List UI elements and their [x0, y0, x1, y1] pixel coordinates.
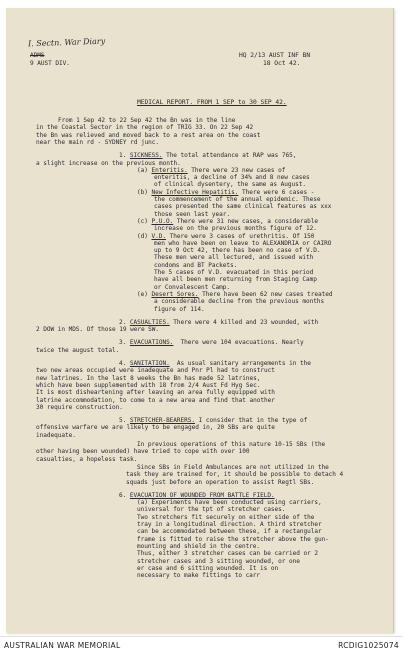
item-heading: P.U.O.: [151, 217, 174, 225]
report-title: MEDICAL REPORT. FROM 1 SEP to 30 SEP 42.: [137, 99, 287, 106]
item-line: the commencement of the annual epidemic. These: [154, 196, 321, 203]
footer-bar: [0, 636, 403, 654]
item-text: There were 23 new cases of: [187, 166, 286, 174]
section-1-line: a slight increase on the previous month.: [36, 159, 181, 167]
item-text: There have been 62 new cases treated: [198, 290, 333, 298]
section-4-line: 30 require construction.: [36, 403, 123, 411]
section-5-para-line: In previous operations of this nature 10-15 SBs (the: [137, 441, 326, 448]
item-label: (d): [137, 232, 148, 240]
item-line: up to 9 Oct 42, there has been no case of V.D.: [154, 247, 321, 255]
section-4-heading: [119, 360, 311, 367]
footer-source: AUSTRALIAN WAR MEMORIAL: [4, 641, 121, 650]
item-label: (b): [137, 188, 148, 196]
document-page: [6, 8, 394, 633]
section-4-line: which have been supplemented with 18 from 2/4 Aust Fd Hyg Sec.: [36, 381, 261, 389]
item-line: of clinical dysentery, the same as August.: [154, 181, 306, 189]
section-text: 1.: [119, 152, 127, 160]
section-text: 5.: [119, 417, 127, 425]
section-6-line: stretcher cases and 3 sitting wounded, or one: [137, 557, 300, 565]
sickness-item-e: [137, 291, 332, 298]
section-heading: EVACUATIONS.: [129, 339, 174, 347]
section-2-heading: [119, 319, 318, 326]
item-line: condoms and BT Packets.: [154, 261, 238, 269]
item-text: There were 31 new cases, a considerable: [173, 217, 318, 225]
section-heading: CASUALTIES.: [129, 318, 170, 326]
section-6-line: (a) Experiments have been conducted using carriers,: [137, 499, 322, 507]
item-text: There were 6 cases -: [238, 188, 315, 196]
intro-line: From 1 Sep 42 to 22 Sep 42 the Bn was in the line: [58, 117, 236, 124]
section-2-line: 2 DOW in MDS. Of those 19 were SW.: [36, 326, 160, 334]
section-5-para-line: squads just before an operation to assist Regtl SBs.: [126, 478, 315, 486]
section-6-line: frame is fitted to raise the stretcher above the gun-: [137, 535, 329, 543]
section-5-line: inadequate.: [36, 431, 76, 439]
section-4-line: latrine accommodation, to come to a new area and find that another: [36, 396, 275, 404]
item-line: These men were all lectured, and issued with: [154, 254, 314, 262]
sickness-item-b: [137, 189, 314, 196]
section-text: 4.: [119, 360, 127, 367]
section-6-line: Two stretchers fit securely on either side of the: [137, 513, 315, 521]
item-line: have all been men returning from Staging Camp: [154, 276, 317, 284]
intro-line: the Bn was relieved and moved back to a rest area on the coast: [36, 131, 261, 139]
section-6-line: universal for the tpt of stretcher cases.: [137, 506, 286, 514]
section-6-line: necessary to make fittings to carr: [137, 572, 261, 580]
item-line: a considerable decline from the previous months: [154, 298, 325, 306]
section-5-heading: [119, 417, 307, 424]
item-heading: New Infective Hepatitis.: [151, 188, 239, 196]
section-text: As usual sanitary arrangements in the: [169, 360, 311, 367]
item-line: increase on the previous months figure of 12.: [154, 225, 317, 233]
unit-header: HQ 2/13 AUST INF BN: [239, 52, 311, 59]
section-heading: SICKNESS.: [129, 152, 163, 160]
section-6-heading: [119, 492, 275, 499]
section-1-heading: [119, 152, 296, 159]
item-line: men who have been on leave to ALEXANDRIA or CAIRO: [154, 239, 332, 247]
item-text: There were 3 cases of urethritis. Of 150: [165, 232, 315, 240]
section-5-para-line: casualties, a hopeless task.: [36, 455, 138, 463]
section-text: 6.: [119, 491, 127, 499]
section-5-line: offensive warfare we are likely to be engaged in, 20 SBs are quite: [36, 424, 275, 432]
item-line: figure of 114.: [154, 305, 205, 313]
report-date: 18 Oct 42.: [263, 60, 301, 67]
section-text: I consider that in the type of: [195, 417, 308, 425]
section-6-line: can be accommodated between these, if a rectangular: [137, 528, 322, 536]
section-heading: SANITATION.: [129, 360, 170, 367]
section-5-para-line: task they are trained for, it should be possible to detach 4: [126, 471, 344, 479]
item-line: cases presented the same clinical features as xxx: [154, 203, 332, 211]
addressee-struck: ADMS: [30, 52, 45, 59]
footer-id: RCDIG1025074: [338, 641, 399, 650]
section-4-line: It is most disheartening after leaving an area fully equipped with: [36, 389, 275, 397]
item-heading: Enteritis.: [151, 166, 188, 174]
item-line: or Convalescent Camp.: [154, 283, 230, 291]
section-4-line: new latrines. In the last 8 weeks the Bn has made 52 latrines,: [36, 374, 261, 382]
item-heading: V.D.: [151, 232, 166, 240]
sickness-item-a: [137, 167, 285, 174]
section-6-line: Thus, either 3 stretcher cases can be carried or 2: [137, 550, 318, 558]
section-6-line: tray in a longitudinal direction. A third stretcher: [137, 521, 322, 528]
section-text: The total attendance at RAP was 765,: [162, 152, 297, 160]
handwritten-annotation: I. Sectn. War Diary: [27, 36, 106, 49]
section-heading: STRETCHER-BEARERS.: [129, 417, 196, 425]
item-label: (e): [137, 290, 148, 298]
item-label: (c): [137, 217, 148, 225]
section-text: 3.: [119, 339, 127, 347]
section-6-line: er case and 6 sitting wounded. It is on: [137, 564, 279, 572]
section-4-line: two new areas occupied were inadequate and Pnr Pl had to construct: [36, 367, 275, 375]
item-heading: Desert Sores.: [151, 290, 199, 298]
item-line: The 5 cases of V.D. evacuated in this period: [154, 269, 314, 276]
section-5-para-line: Since SBs in Field Ambulances are not utilized in the: [137, 463, 329, 471]
section-heading: EVACUATION OF WOUNDED FROM BATTLE FIELD.: [129, 491, 275, 499]
intro-line: near the main rd - SYDNEY rd junc.: [36, 138, 160, 146]
section-text: There were 104 evacuations. Nearly: [173, 339, 304, 347]
sickness-item-d: [137, 233, 314, 240]
section-6-line: mounting and shield in the centre.: [137, 542, 261, 550]
intro-line: in the Coastal Sector in the region of TRIG 33. On 22 Sep 42: [36, 124, 254, 132]
item-line: those seen last year.: [154, 210, 230, 218]
section-3-heading: [119, 339, 304, 346]
section-text: There were 4 killed and 23 wounded, with: [169, 318, 319, 326]
item-label: (a): [137, 166, 148, 174]
section-5-para-line: other having been wounded) have tried to cope with over 100: [36, 448, 250, 456]
section-3-line: twice the august total.: [36, 346, 120, 354]
section-text: 2.: [119, 318, 127, 326]
item-line: enteritis, a decline of 34% and 8 new cases: [154, 174, 310, 182]
sickness-item-c: [137, 218, 318, 225]
addressee: 9 AUST DIV.: [30, 60, 70, 67]
